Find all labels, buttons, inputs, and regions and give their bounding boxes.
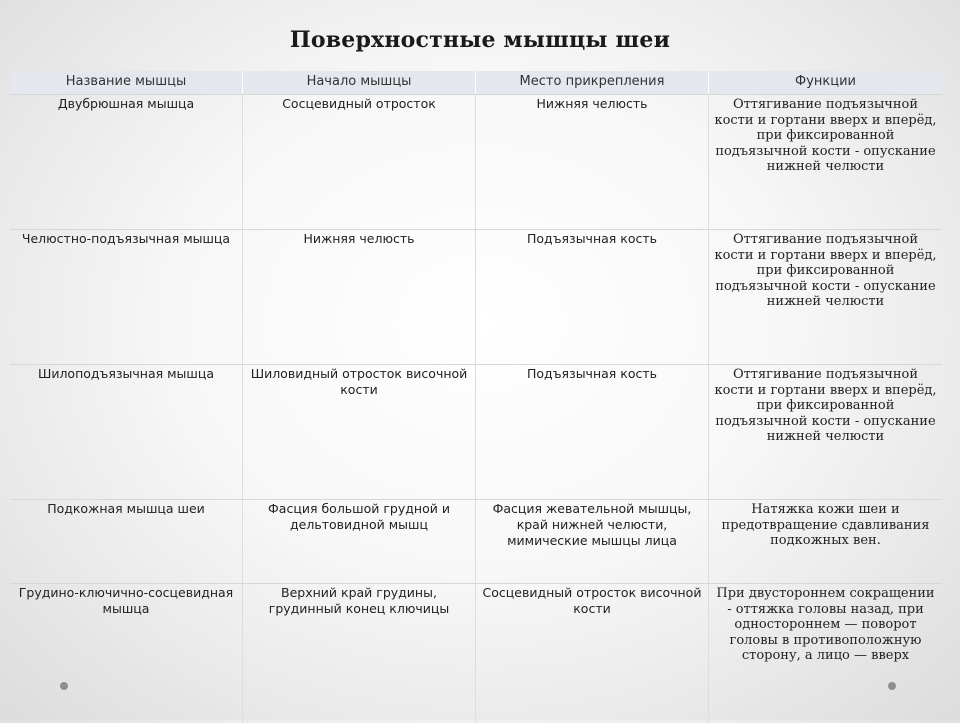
muscle-name: Двубрюшная мышца	[10, 95, 243, 229]
muscle-origin: Сосцевидный отросток	[243, 95, 476, 229]
slide-title: Поверхностные мышцы шеи	[289, 27, 671, 53]
muscle-insertion: Сосцевидный отросток височной кости	[476, 584, 709, 723]
muscle-origin: Нижняя челюсть	[243, 230, 476, 364]
muscle-function: Натяжка кожи шеи и предотвращение сдавливания подкожных вен.	[721, 502, 930, 548]
table-row	[10, 583, 942, 723]
muscle-name: Подкожная мышца шеи	[10, 500, 243, 583]
muscle-insertion: Подъязычная кость	[476, 230, 709, 364]
table-row	[10, 94, 942, 229]
muscle-insertion: Фасция жевательной мышцы, край нижней челюсти, мимические мышцы лица	[476, 500, 709, 583]
muscle-name: Шилоподъязычная мышца	[10, 365, 243, 499]
header-name: Название мышцы	[10, 71, 243, 94]
muscle-origin: Фасция большой грудной и дельтовидной мышц	[243, 500, 476, 583]
table-row	[10, 229, 942, 364]
table-row	[10, 499, 942, 583]
muscle-origin: Верхний край грудины, грудинный конец ключицы	[243, 584, 476, 723]
muscle-function: Оттягивание подъязычной кости и гортани вверх и вперёд, при фиксированной подъязычной кости - опускание нижней челюсти	[714, 97, 937, 174]
decorative-dot-left	[60, 682, 68, 690]
header-insertion: Место прикрепления	[476, 71, 709, 94]
header-function: Функции	[795, 74, 856, 89]
table-header	[10, 71, 942, 94]
muscle-name: Челюстно-подъязычная мышца	[10, 230, 243, 364]
decorative-dot-right	[888, 682, 896, 690]
muscle-insertion: Нижняя челюсть	[476, 95, 709, 229]
muscle-name: Грудино-ключично-сосцевидная мышца	[10, 584, 243, 723]
muscle-function: При двустороннем сокращении - оттяжка головы назад, при одностороннем — поворот головы в противоположную сторону, а лицо — вверх	[716, 586, 935, 663]
muscle-function: Оттягивание подъязычной кости и гортани вверх и вперёд, при фиксированной подъязычной кости - опускание нижней челюсти	[714, 232, 937, 309]
muscle-origin: Шиловидный отросток височной кости	[243, 365, 476, 499]
muscle-function: Оттягивание подъязычной кости и гортани вверх и вперёд, при фиксированной подъязычной кости - опускание нижней челюсти	[714, 367, 937, 444]
table-row	[10, 364, 942, 499]
muscle-insertion: Подъязычная кость	[476, 365, 709, 499]
muscles-table	[10, 71, 942, 723]
header-origin: Начало мышцы	[243, 71, 476, 94]
